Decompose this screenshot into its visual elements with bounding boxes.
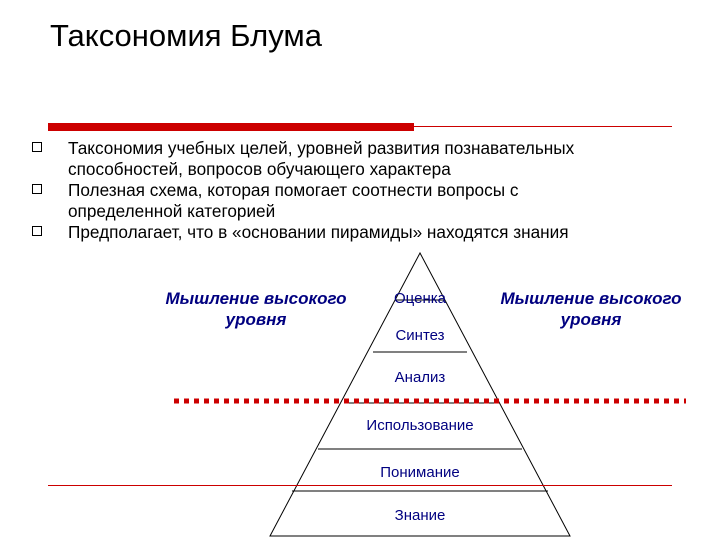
bullet-text-line: Таксономия учебных целей, уровней развития познавательных: [68, 138, 575, 158]
bottom-rule: [48, 485, 672, 486]
level-label-knowledge: Знание: [394, 507, 446, 524]
label-line: Мышление высокого: [500, 289, 682, 308]
level-label-analysis: Анализ: [394, 369, 446, 386]
level-label-evaluation: Оценка: [394, 290, 446, 307]
level-label-comprehension: Понимание: [380, 464, 460, 481]
bullet-text-line: определенной категорией: [68, 201, 276, 221]
label-line: Мышление высокого: [165, 289, 347, 308]
label-line: уровня: [560, 310, 622, 329]
label-line: уровня: [225, 310, 287, 329]
level-label-synthesis: Синтез: [395, 327, 445, 344]
slide-title: Таксономия Блума: [50, 18, 322, 53]
level-label-application: Использование: [366, 417, 474, 434]
bullet-text-line: Предполагает, что в «основании пирамиды» находятся знания: [68, 222, 569, 242]
bullet-text-line: Полезная схема, которая помогает соотнести вопросы с: [68, 180, 519, 200]
bullet-text-line: способностей, вопросов обучающего характера: [68, 159, 451, 179]
